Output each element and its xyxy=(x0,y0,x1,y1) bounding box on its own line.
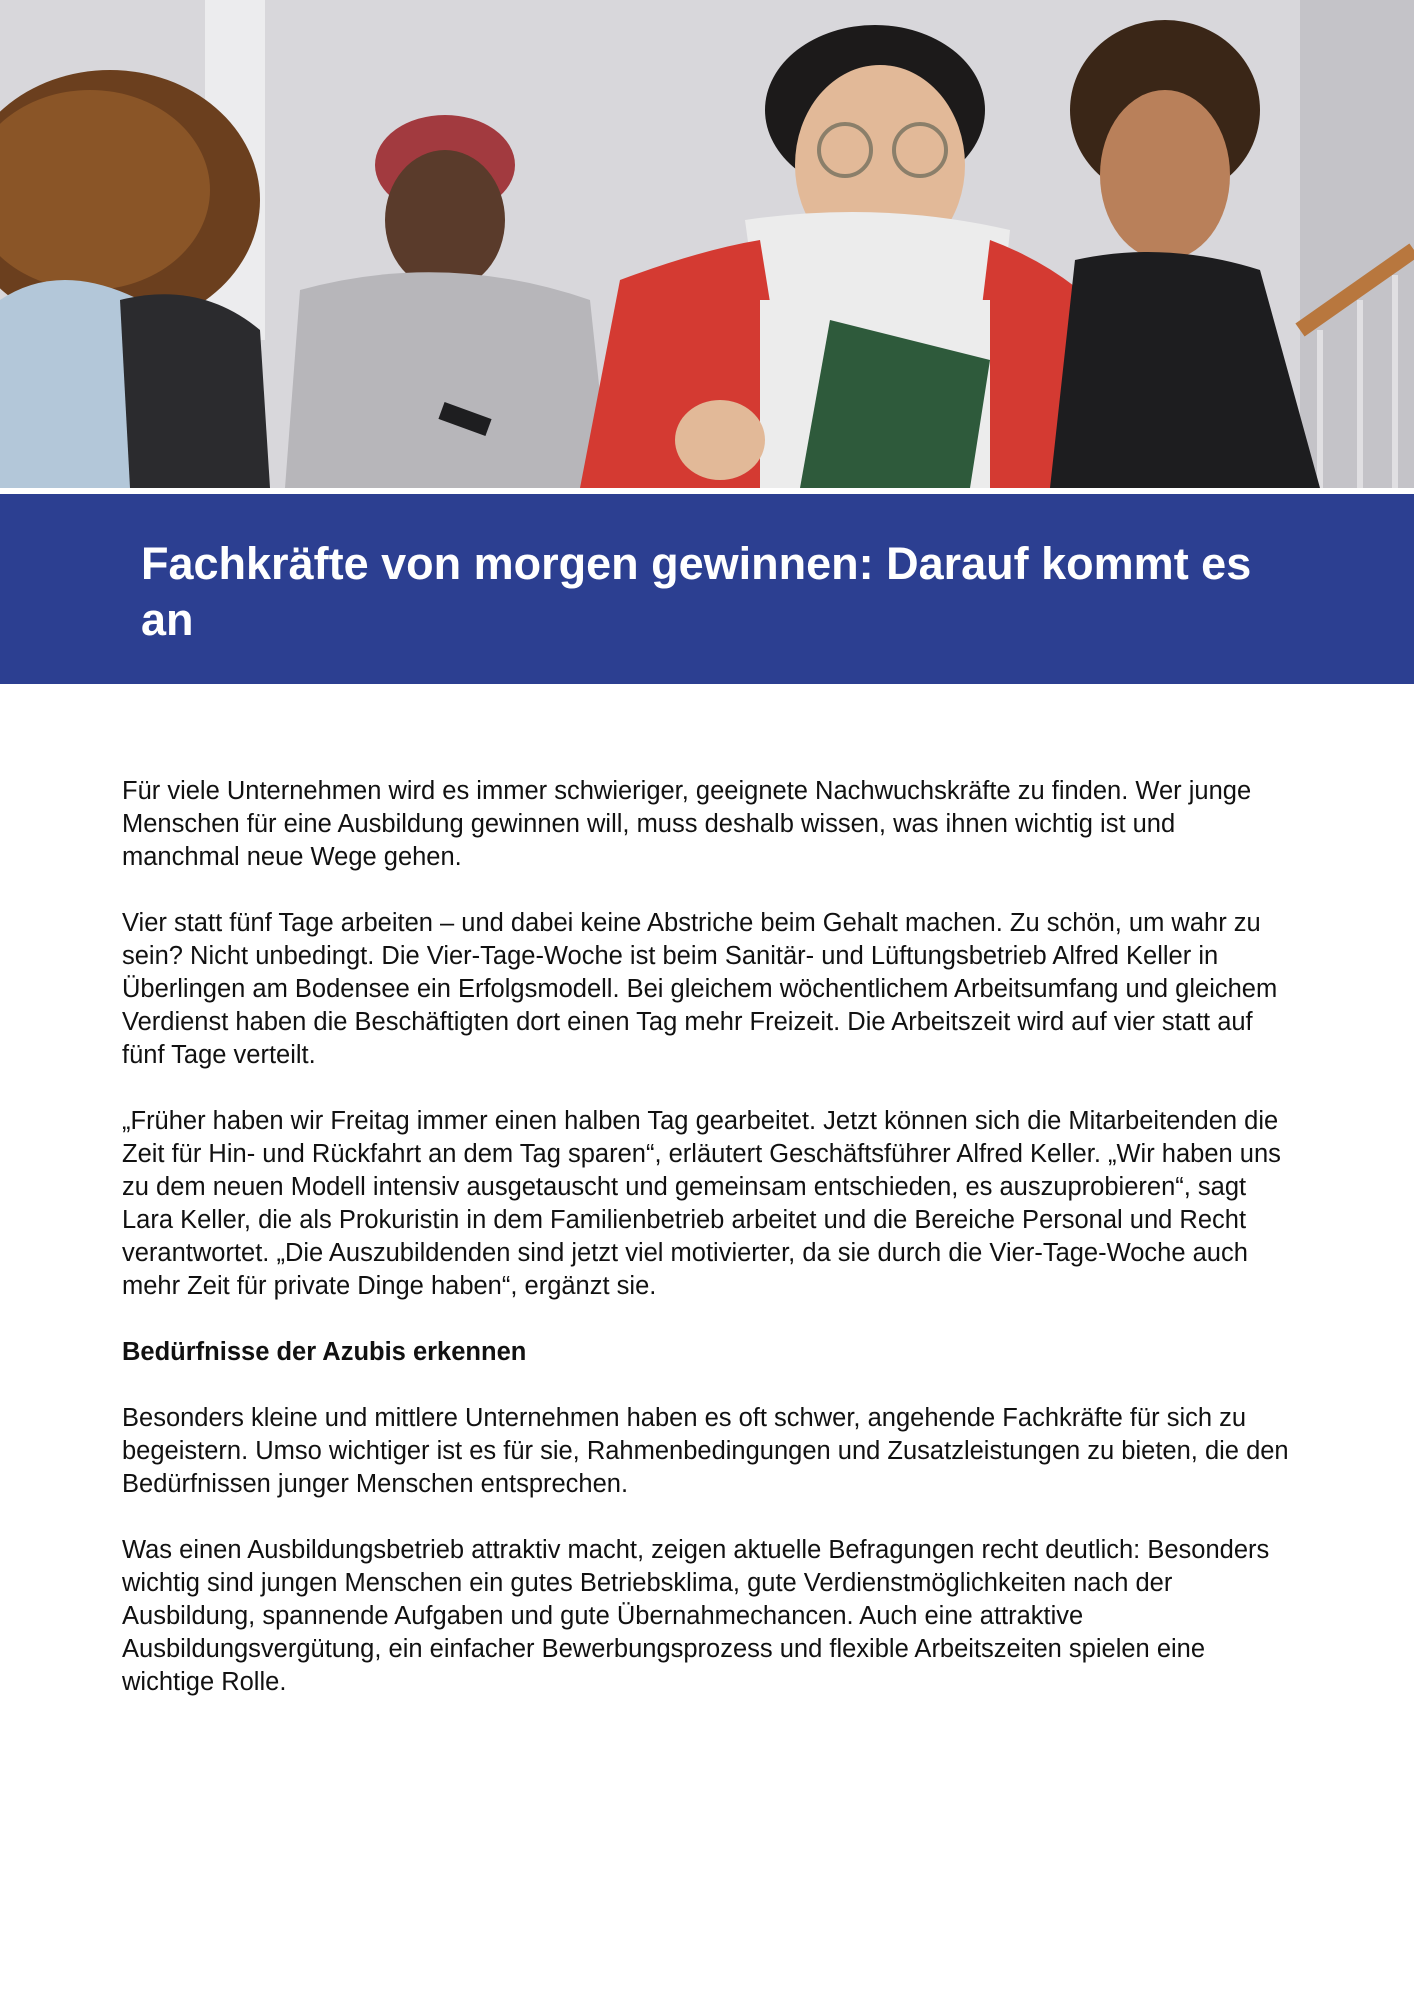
paragraph-attractiveness: Was einen Ausbildungsbetrieb attraktiv macht, zeigen aktuelle Befragungen recht deutlich: Besonders wichtig sind jungen Menschen ein gutes Betriebsklima, gute Verdienstmöglichkeiten nach der Ausbildung, spannende Aufgaben und gute Übernahmechancen. Auch eine attraktive Ausbildungsvergütung, ein einfacher Bewerbungsprozess und flexible Arbeitszeiten spielen eine wichtige Rolle. xyxy=(122,1536,1270,1696)
article-body xyxy=(122,775,1292,1732)
paragraph-needs: Besonders kleine und mittlere Unternehmen haben es oft schwer, angehende Fachkräfte für sich zu begeistern. Umso wichtiger ist es für sie, Rahmenbedingungen und Zusatzleistungen zu bieten, die den Bedürfnissen junger Menschen entsprechen. xyxy=(122,1404,1289,1498)
paragraph-intro: Für viele Unternehmen wird es immer schwieriger, geeignete Nachwuchskräfte zu finden. Wer junge Menschen für eine Ausbildung gewinnen will, muss deshalb wissen, was ihnen wichtig ist und manchmal neue Wege gehen. xyxy=(122,777,1252,871)
students-illustration xyxy=(0,0,1414,488)
section-heading: Bedürfnisse der Azubis erkennen xyxy=(122,1338,527,1366)
paragraph-four-day-week: Vier statt fünf Tage arbeiten – und dabei keine Abstriche beim Gehalt machen. Zu schön, um wahr zu sein? Nicht unbedingt. Die Vier-Tage-Woche ist beim Sanitär- und Lüftungsbetrieb Alfred Keller in Überlingen am Bodensee ein Erfolgsmodell. Bei gleichem wöchentlichem Arbeitsumfang und gleichem Verdienst haben die Beschäftigten dort einen Tag mehr Freizeit. Die Arbeitszeit wird auf vier statt auf fünf Tage verteilt. xyxy=(122,909,1278,1069)
hero-photo xyxy=(0,0,1414,488)
page-title: Fachkräfte von morgen gewinnen: Darauf kommt es an xyxy=(141,538,1252,645)
paragraph-quotes: „Früher haben wir Freitag immer einen halben Tag gearbeitet. Jetzt können sich die Mitarbeitenden die Zeit für Hin- und Rückfahrt an dem Tag sparen“, erläutert Geschäftsführer Alfred Keller. „Wir haben uns zu dem neuen Modell intensiv ausgetauscht und gemeinsam entschieden, es auszuprobieren“, sagt Lara Keller, die als Prokuristin in dem Familienbetrieb arbeitet und die Bereiche Personal und Recht verantwortet. „Die Auszubildenden sind jetzt viel motivierter, da sie durch die Vier-Tage-Woche auch mehr Zeit für private Dinge haben“, ergänzt sie. xyxy=(122,1107,1281,1300)
